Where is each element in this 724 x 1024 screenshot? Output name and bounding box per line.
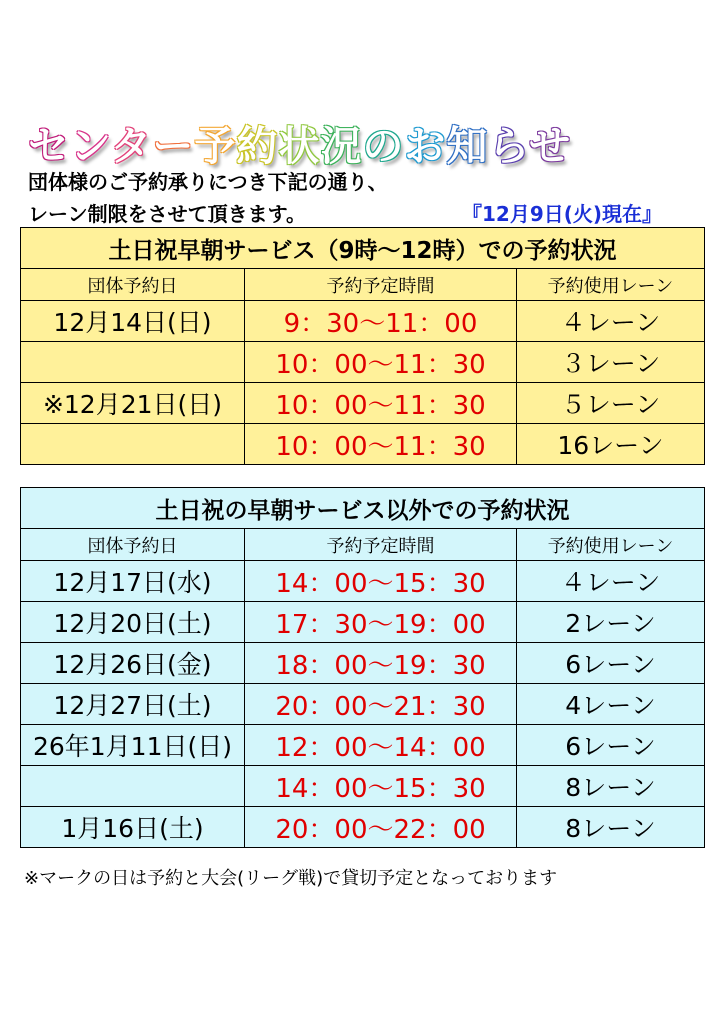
title-char: ー: [152, 122, 195, 170]
reserved-lanes: 2レーン: [517, 602, 705, 643]
reservation-time: 10：00～11：30: [245, 342, 517, 383]
column-header-time: 予約予定時間: [245, 269, 517, 301]
regular-reservation-table: [20, 487, 705, 848]
table-row: [21, 807, 705, 848]
table-row: [21, 301, 705, 342]
reservation-date: 26年1月11日(日): [21, 725, 245, 766]
reservation-time: 12：00～14：00: [245, 725, 517, 766]
title-char: ン: [70, 122, 111, 170]
reservation-date: 12月27日(土): [21, 684, 245, 725]
table-row: [21, 766, 705, 807]
table-row: [21, 342, 705, 383]
title-char: 状: [278, 122, 321, 170]
section-header: 土日祝の早朝サービス以外での予約状況: [21, 488, 705, 529]
reserved-lanes: ５レーン: [517, 383, 705, 424]
table-row: [21, 602, 705, 643]
reserved-lanes: 6レーン: [517, 725, 705, 766]
column-header-date: 団体予約日: [21, 529, 245, 561]
early-morning-reservation-table: [20, 227, 705, 465]
title-char: ら: [488, 122, 530, 170]
title-char: お: [404, 122, 447, 170]
column-header-time: 予約予定時間: [245, 529, 517, 561]
column-header-lanes: 予約使用レーン: [517, 269, 705, 301]
title-char: 況: [320, 122, 363, 170]
title-char: タ: [110, 122, 153, 170]
reserved-lanes: 4レーン: [517, 684, 705, 725]
reservation-time: 20：00～21：30: [245, 684, 517, 725]
title-char: の: [362, 122, 405, 170]
reserved-lanes: ３レーン: [517, 342, 705, 383]
title-char: セ: [28, 122, 70, 170]
reservation-time: 10：00～11：30: [245, 424, 517, 465]
reservation-date: [21, 424, 245, 465]
as-of-date: 『12月9日(火)現在』: [462, 202, 663, 226]
table-row: [21, 643, 705, 684]
reserved-lanes: 16レーン: [517, 424, 705, 465]
reservation-time: 20：00～22：00: [245, 807, 517, 848]
column-header-lanes: 予約使用レーン: [517, 529, 705, 561]
reservation-time: 10：00～11：30: [245, 383, 517, 424]
reservation-time: 9：30～11：00: [245, 301, 517, 342]
column-header-date: 団体予約日: [21, 269, 245, 301]
reserved-lanes: 8レーン: [517, 766, 705, 807]
footnote: ※マークの日は予約と大会(リーグ戦)で貸切予定となっております: [24, 868, 558, 889]
intro-line-2: レーン制限をさせて頂きます。: [28, 202, 306, 226]
title-char: 約: [236, 122, 279, 170]
reservation-date: 12月14日(日): [21, 301, 245, 342]
reserved-lanes: 6レーン: [517, 643, 705, 684]
table-row: [21, 561, 705, 602]
table-row: [21, 383, 705, 424]
reservation-date: [21, 766, 245, 807]
reservation-time: 18：00～19：30: [245, 643, 517, 684]
reservation-time: 14：00～15：30: [245, 561, 517, 602]
reservation-date: ※12月21日(日): [21, 383, 245, 424]
reservation-time: 14：00～15：30: [245, 766, 517, 807]
title-char: 知: [446, 122, 489, 170]
section-header: 土日祝早朝サービス（9時～12時）での予約状況: [21, 228, 705, 269]
table-row: [21, 424, 705, 465]
table-row: [21, 725, 705, 766]
title-char: 予: [194, 122, 237, 170]
intro-line-1: 団体様のご予約承りにつき下記の通り、: [28, 170, 388, 194]
reservation-date: 12月17日(水): [21, 561, 245, 602]
reserved-lanes: 8レーン: [517, 807, 705, 848]
reservation-date: 1月16日(土): [21, 807, 245, 848]
reservation-time: 17：30～19：00: [245, 602, 517, 643]
reservation-date: [21, 342, 245, 383]
title-char: せ: [529, 122, 572, 170]
reserved-lanes: ４レーン: [517, 301, 705, 342]
reservation-date: 12月26日(金): [21, 643, 245, 684]
reservation-date: 12月20日(土): [21, 602, 245, 643]
table-row: [21, 684, 705, 725]
reserved-lanes: ４レーン: [517, 561, 705, 602]
